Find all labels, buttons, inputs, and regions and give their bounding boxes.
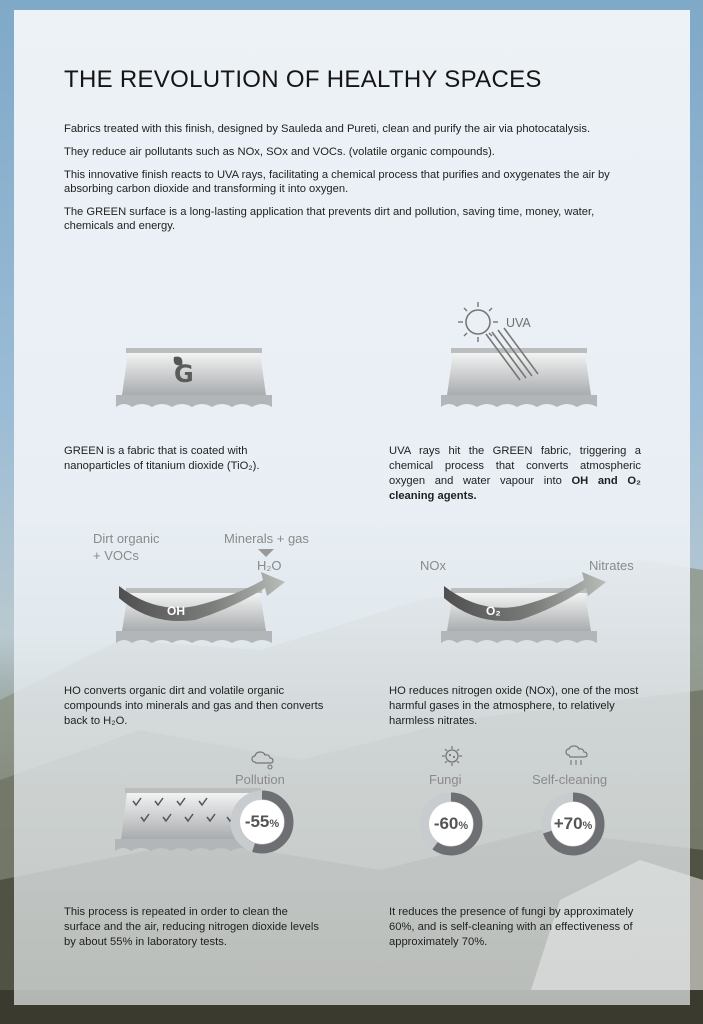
self-cleaning-value: [543, 814, 603, 834]
step3-caption: HO converts organic dirt and volatile organic compounds into minerals and gas and then converts back to H₂O.: [64, 685, 324, 727]
pollution-value: [232, 812, 292, 832]
pollution-label: Pollution: [235, 772, 285, 787]
fungi-value: [421, 814, 481, 834]
o2-agent-label: O₂: [486, 604, 501, 618]
intro-paragraph-3: This innovative finish reacts to UVA rays, facilitating a chemical process that purifies and oxygenates the air by absorbing carbon dioxide and transforming it into oxygen.: [64, 169, 610, 195]
fungi-unit: %: [458, 820, 469, 832]
input-nox-label: NOx: [420, 558, 446, 573]
output-nitrates-label: Nitrates: [589, 558, 634, 573]
oh-process-arrow: [115, 568, 290, 628]
pollution-caption: This process is repeated in order to clean the surface and the air, reducing nitrogen dioxide levels by about 55% in laboratory tests.: [64, 906, 319, 948]
self-cleaning-icon: [563, 745, 589, 767]
uva-rays-icon: [480, 330, 550, 390]
down-triangle-icon: [258, 549, 274, 557]
intro-text: [64, 122, 640, 242]
pollution-unit: %: [269, 818, 280, 830]
uva-label: UVA: [506, 316, 531, 330]
step1-caption: GREEN is a fabric that is coated with nanoparticles of titanium dioxide (TiO₂).: [64, 445, 260, 472]
step2-caption-bold: OH and O₂ cleaning agents.: [389, 475, 642, 502]
oh-agent-label: OH: [167, 604, 185, 618]
fungi-number: -60: [433, 814, 459, 833]
fungi-icon: [441, 745, 463, 767]
pollution-number: -55: [244, 812, 270, 831]
green-logo-letter: G: [174, 360, 194, 388]
intro-paragraph-2: They reduce air pollutants such as NOx, SOx and VOCs. (volatile organic compounds).: [64, 146, 495, 158]
fungi-label: Fungi: [429, 772, 462, 787]
output-h2o-label: H₂O: [257, 558, 282, 573]
self-cleaning-label: Self-cleaning: [532, 772, 608, 787]
step2-caption: [389, 444, 641, 504]
fungi-caption: It reduces the presence of fungi by approximately 60%, and is self-cleaning with an effectiveness of approximately 70%.: [389, 906, 634, 948]
input-dirt-label: Dirt organic: [93, 531, 160, 546]
o2-process-arrow: [440, 568, 610, 628]
intro-paragraph-1: Fabrics treated with this finish, designed by Sauleda and Pureti, clean and purify the air via photocatalysis.: [64, 123, 591, 135]
input-vocs-label: + VOCs: [93, 548, 139, 563]
output-minerals-label: Minerals + gas: [224, 531, 309, 546]
intro-paragraph-4: The GREEN surface is a long-lasting application that prevents dirt and pollution, saving time, money, water, chemicals and energy.: [64, 206, 595, 232]
step2-caption-text: UVA rays hit the GREEN fabric, triggering a chemical process that converts atmospheric oxygen and water vapour into: [389, 445, 641, 487]
cloud-icon: [250, 750, 276, 770]
self-cleaning-number: +70: [553, 814, 583, 833]
page-title: THE REVOLUTION OF HEALTHY SPACES: [64, 66, 542, 93]
self-cleaning-unit: %: [582, 820, 593, 832]
step4-caption: HO reduces nitrogen oxide (NOx), one of the most harmful gases in the atmosphere, to relatively harmless nitrates.: [389, 685, 639, 727]
